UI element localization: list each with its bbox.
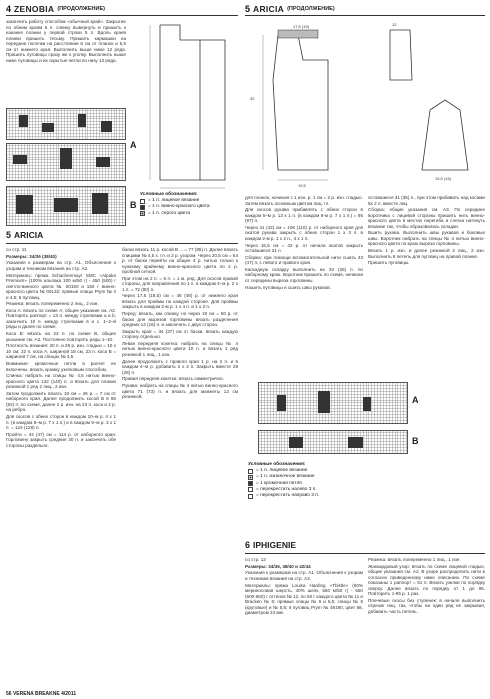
chart-a-top (6, 108, 126, 140)
dim-label: 19,5 (298, 183, 306, 188)
section-title: ZENOBIA (14, 3, 55, 14)
section-number: 6 (245, 540, 251, 550)
paragraph: Нашить пуговицы и сшить швы рукавов. (245, 284, 332, 290)
aricia-body-diagram (248, 20, 368, 190)
paragraph: Для скосов рукава прибавлять с обеих сторон в каждом 6–м р. 12 x 1 п. (в каждом 8-м р. 7 x 1 п.) = 95 (97) п. (245, 207, 363, 224)
chart-a (6, 143, 126, 181)
paragraph: Размеры: 34/36 (38/40) (6, 253, 57, 259)
paragraph: Плечевые скосы без ступенек: в начале выполнить отрезок лиц. так, чтобы ни один ряд не закрывая, добавить часть петель. (368, 597, 485, 614)
aricia-sleeve-diagram (370, 20, 485, 190)
paragraph: Вшить рукава. Выполнить швы рукавов и боковые швы. Воротник набрать на спицы № 4 нитью винно-красного цвета по краю выреза горловины. (368, 230, 485, 247)
section-subtitle: (ПРОДОЛЖЕНИЕ) (57, 5, 105, 12)
section-number: 5 (245, 3, 251, 14)
aricia-far-column (368, 195, 485, 375)
header-rule (245, 15, 485, 16)
iphigenie-left-column (245, 557, 363, 687)
aricia-middle-column (122, 247, 238, 687)
legend-text: = 1 п. лицевое вязание (148, 198, 200, 204)
paragraph: оставшиеся 31 (35) п., при этом прибавить над косами 5х 2 п. вместе лиц. (368, 195, 485, 206)
section-title: IPHIGENIE (253, 540, 296, 550)
paragraph: Через 17,5 (18,5) см = 46 (48) р. от нижнего края вязать для проймы по каждой стороне. Для проймы закрыть в каждом 2-м р. 1 x 4 п. и 1 x 2 п. (122, 293, 238, 310)
paragraph: баски вязать 11 р. косой В ... = 77 (85) п. Далее вязать спицами № 4,5 х. гл. и 2 р. узором. Через 20,5 см = 54 р. от баски перейти на общее 4 р. нитью только к нужному крайнему винно-красного цвета по 2 р. пробной сеткой. (122, 247, 238, 274)
paragraph: Сборка: общие указания см. А3. По середине воротника с лицевой стороны пришить нить винно-красного цвета в местах перегиба и слегка натянуть вязание так, чтобы образовались складки. (368, 207, 485, 229)
section-rule (6, 243, 238, 244)
paragraph: Для скосов с обеих сторон в каждом 10–м р. 4 x 1 п. (в каждом 8–м р. 7 x 1 п.) и в каждом 6–м р. 3 x 1 п. = 124 (128) п. (6, 414, 116, 431)
legend-swatch-knit (248, 469, 253, 474)
paragraph: Пройти = 44 (47) см = 114 р. от наборного края. Горловину закрыть средние 30 п. и закончить обе стороны раздельно. (6, 431, 116, 448)
paragraph: Далее продолжить с правого края 1 р. на 2 п. и в каждом 4–м р. добавить 2 x 2 п. Закрыть вместе 28 (28) п. (122, 358, 238, 375)
paragraph: Затем продолжить вязать 18 см = 46 р. = 7 см от наборного края. Далее продолжить косой В в 86 (92) п. по схеме, далее 2 р. изн. на 23 п. коса и 2 р. на ребро. (6, 390, 116, 413)
legend-title: Условные обозначения: (140, 192, 198, 197)
paragraph: При этом на 2 п. = 5 п. = 1 м. ряд. Для скосов правой стороны, для направления по 1 п. в каждом 4–м р. 2 x 1 п. = 72 (80) п. (122, 275, 238, 292)
legend-swatch-cross-right (248, 494, 253, 499)
paragraph: Материалы: пряжа Schachenmayr SMC «Alpaka Premium» (100% альпака 100 м/50 г) - 450 (500) г светло-винного цвета № 00150 и 150 г винно-красного цвета № 00132; прямые спицы Prym № 4 и 4,5; 6 пуговиц. (6, 272, 116, 300)
paragraph: Жаккардовый узор: вязать по схеме лицевой гладью, общие указания см. А2. В узоре распределить нити в согласно приведенному ниже описанию. По схеме показаны 1 раппорт = 51 п. Вязать узелки по порядку сверху. Далее вязать по порядку от 1 до 95. Повторить 1-95 р. 1 раз. (368, 563, 485, 597)
zenobia-header (6, 3, 105, 14)
paragraph: Вязать 1 р. изн. и далее резинкой 2 лиц., 2 изн. Выполнить 8 петель для пуговиц на правой планке. (368, 248, 485, 259)
paragraph: Перед: вязать, как спинку, но через 19 см = 50 р. от баски для вырезов горловины вязать разделения средних 14 (16) п. и закончить с двух сторон. (122, 311, 238, 328)
aricia-chart-label-a: A (412, 395, 419, 405)
iphigenie-section-title (245, 540, 296, 550)
legend-swatch-knit (140, 199, 145, 204)
section-number: 4 (6, 3, 12, 14)
paragraph: Материалы: пряжа Louisa Harding «Thistle» (60% мериносовая шерсть, 40% шелк, 550 м/50 г) - 550 (600-650) г оттенок № 12, по 50 г каждого цвета № 11 и Bracken № 6; прямые спицы № 5 и 5,5; спицы № 5 (круговые) и № 5,5; 6 пуговиц Prym № 49190, цвет 88, диаметром 24 мм. (245, 582, 363, 616)
aricia-chart-b (258, 430, 408, 454)
paragraph: Спинка: набрать на спицы № 4,5 нитью винно-красного цвета 132 (140) п. и вязать для планки резинкой 1 ряд 2 лиц., 2 изн. (6, 373, 116, 390)
paragraph: Рукава: набрать на спицы № 4 нитью винно-красного цвета 71 (73) п. и вязать для манжеты 13 см резинкой. (122, 383, 238, 399)
paragraph: Размеры: 34/36, 38/40 и 42/44 (245, 563, 311, 569)
aricia-legend (248, 462, 485, 499)
aricia-right-column (245, 195, 363, 375)
zenobia-garment-diagram (140, 20, 240, 190)
paragraph: Закрыть края = 34 (37) см от баски, вязать каждую сторону отдельно. (122, 328, 238, 340)
paragraph: Указания к размерам на стр. A1. Объяснения к узорам и техникам вязания на стр. A2. (245, 570, 363, 581)
iphigenie-right-column (368, 557, 485, 687)
section-title: ARICIA (253, 3, 285, 14)
paragraph: для планок, начиная с 1 изн. р. 1 см = 2 р. изн. гладью. Затем вязать основным цветом лиц. гл. (245, 195, 363, 206)
paragraph: Через 16,5 см = 42 р. от начала окатов закрыть оставшиеся 21 п. (245, 242, 363, 254)
legend-text: = 1 п. изнаночное вязание (256, 474, 315, 480)
page-footer: 56 VERENA BREAKNE 4/2011 (6, 691, 77, 697)
paragraph: Правая передняя кокетка: вязать симметрично. (122, 376, 224, 382)
legend-swatch-cross-left (248, 487, 253, 492)
paragraph: Указания к размерам на стр. A1. Объяснения к узорам и техникам вязания на стр. A2. (6, 260, 116, 271)
aricia-chart-label-b: B (412, 436, 419, 446)
section-rule (245, 553, 485, 554)
aricia-header (245, 3, 335, 14)
dim-label: 12 (392, 22, 397, 27)
paragraph: Через 41 (42) см = 106 (110) р. от наборного края для окатов рукава закрыть с обеих сторон 1 x 3 п. в каждом 2-м р. 1 x 2 п., 4 x 1 п. (245, 224, 363, 241)
legend-swatch-wine (140, 205, 145, 210)
legend-text: = 1 п. серого цвета (148, 210, 191, 216)
header-rule (6, 15, 238, 16)
paragraph: Левая передняя кокетка: набрать на спицы № 4 нитью винно-красного цвета 10 п. и вязать 1 ряд резинкой 1 лиц., 1 изн. (122, 340, 238, 357)
legend-text: = 1 п. лицевое вязание (256, 468, 308, 474)
legend-text: = 1 кромочная петля (256, 480, 302, 486)
chart-b (6, 186, 126, 226)
chart-label-a: A (130, 140, 137, 150)
dim-label: 15,5 (16) (435, 176, 452, 181)
paragraph: Коса А: вязать по схеме А, общее указание см. А2. Повторять раппорт = 13 п. между стрелками а и b, закончить 10 п. между стрелками в и с. 1–2–й ряды и далее по схеме. (6, 307, 116, 330)
legend-text: = 1 п. винно-красного цвета (148, 204, 210, 210)
section-subtitle: (ПРОДОЛЖЕНИЕ) (287, 5, 335, 12)
aricia-chart-a (258, 382, 408, 424)
zenobia-text (6, 19, 126, 111)
legend-item (248, 493, 485, 499)
legend-item (140, 211, 240, 217)
legend-swatch-edge (248, 481, 253, 486)
chart-label-b: B (130, 200, 137, 210)
aricia-left-column (6, 247, 116, 687)
legend-swatch-grey (140, 211, 145, 216)
paragraph: Коса В: вязать на 23 п. по схеме В, общее указание см. А2. Постоянно повторять ряды 1–10. (6, 331, 116, 342)
paragraph: Резинка: вязать попеременно 1 лиц., 1 изн. (368, 557, 461, 562)
section-title: ARICIA (14, 230, 44, 240)
legend-text: = перекрестить направо 3 п. (256, 493, 320, 499)
legend-text: = перекрестить налево 3 п. (256, 486, 317, 492)
legend-swatch-purl (248, 475, 253, 480)
aricia-section-title (6, 230, 43, 240)
dim-label: 17,5 (19) (293, 24, 310, 29)
paragraph: Резинка: вязать попеременно 2 лиц., 2 изн. (6, 301, 99, 307)
paragraph: Плотность вязания: 20 п. и 26 р. изн. гладью = 10 x 10 см; 22 п. коса A, шириной 18 см, 23 п. коса B = шириной 7 см, на спицах № 4,5. (6, 343, 116, 360)
paragraph: со стр. 12 (245, 557, 266, 562)
section-number: 5 (6, 230, 12, 240)
legend-title: Условные обозначения: (248, 462, 306, 467)
paragraph: Каскадную складку выполнить на 33 (35) п. по наборному краю. Воротник пришить по схеме, начиная от середины выреза горловины. (245, 266, 363, 283)
zenobia-legend (140, 192, 240, 217)
paragraph: закончить работу способом «обычный край». Закрытие по обеим краям 5 п. спинку вывернуть и пришить к изнанке планки у первой строки 5 п. Вдоль краев планки пришить тесьму. Пришить кармашки на передние полочки на расстоянии 6 см от планок и 5,5 см от нижнего края. Выполнить выше ниже 12 ряда. Пришить пуговицы сразу же к уголку. Выполнить выше ниже пуговицы и их скрытые петли по низу 13 ряда. (6, 19, 126, 63)
paragraph: Сборка: при помощи вспомогательной нити сшить 43 (47) п. с левого и правого края. (245, 254, 363, 266)
dim-label: 32 (250, 96, 255, 101)
paragraph: Внимание: кромочные петли в расчет не включены, вязать кромку узелковым способом. (6, 361, 116, 372)
paragraph: со стр. 11 (6, 247, 27, 252)
paragraph: Пришить пуговицы. (368, 260, 410, 266)
